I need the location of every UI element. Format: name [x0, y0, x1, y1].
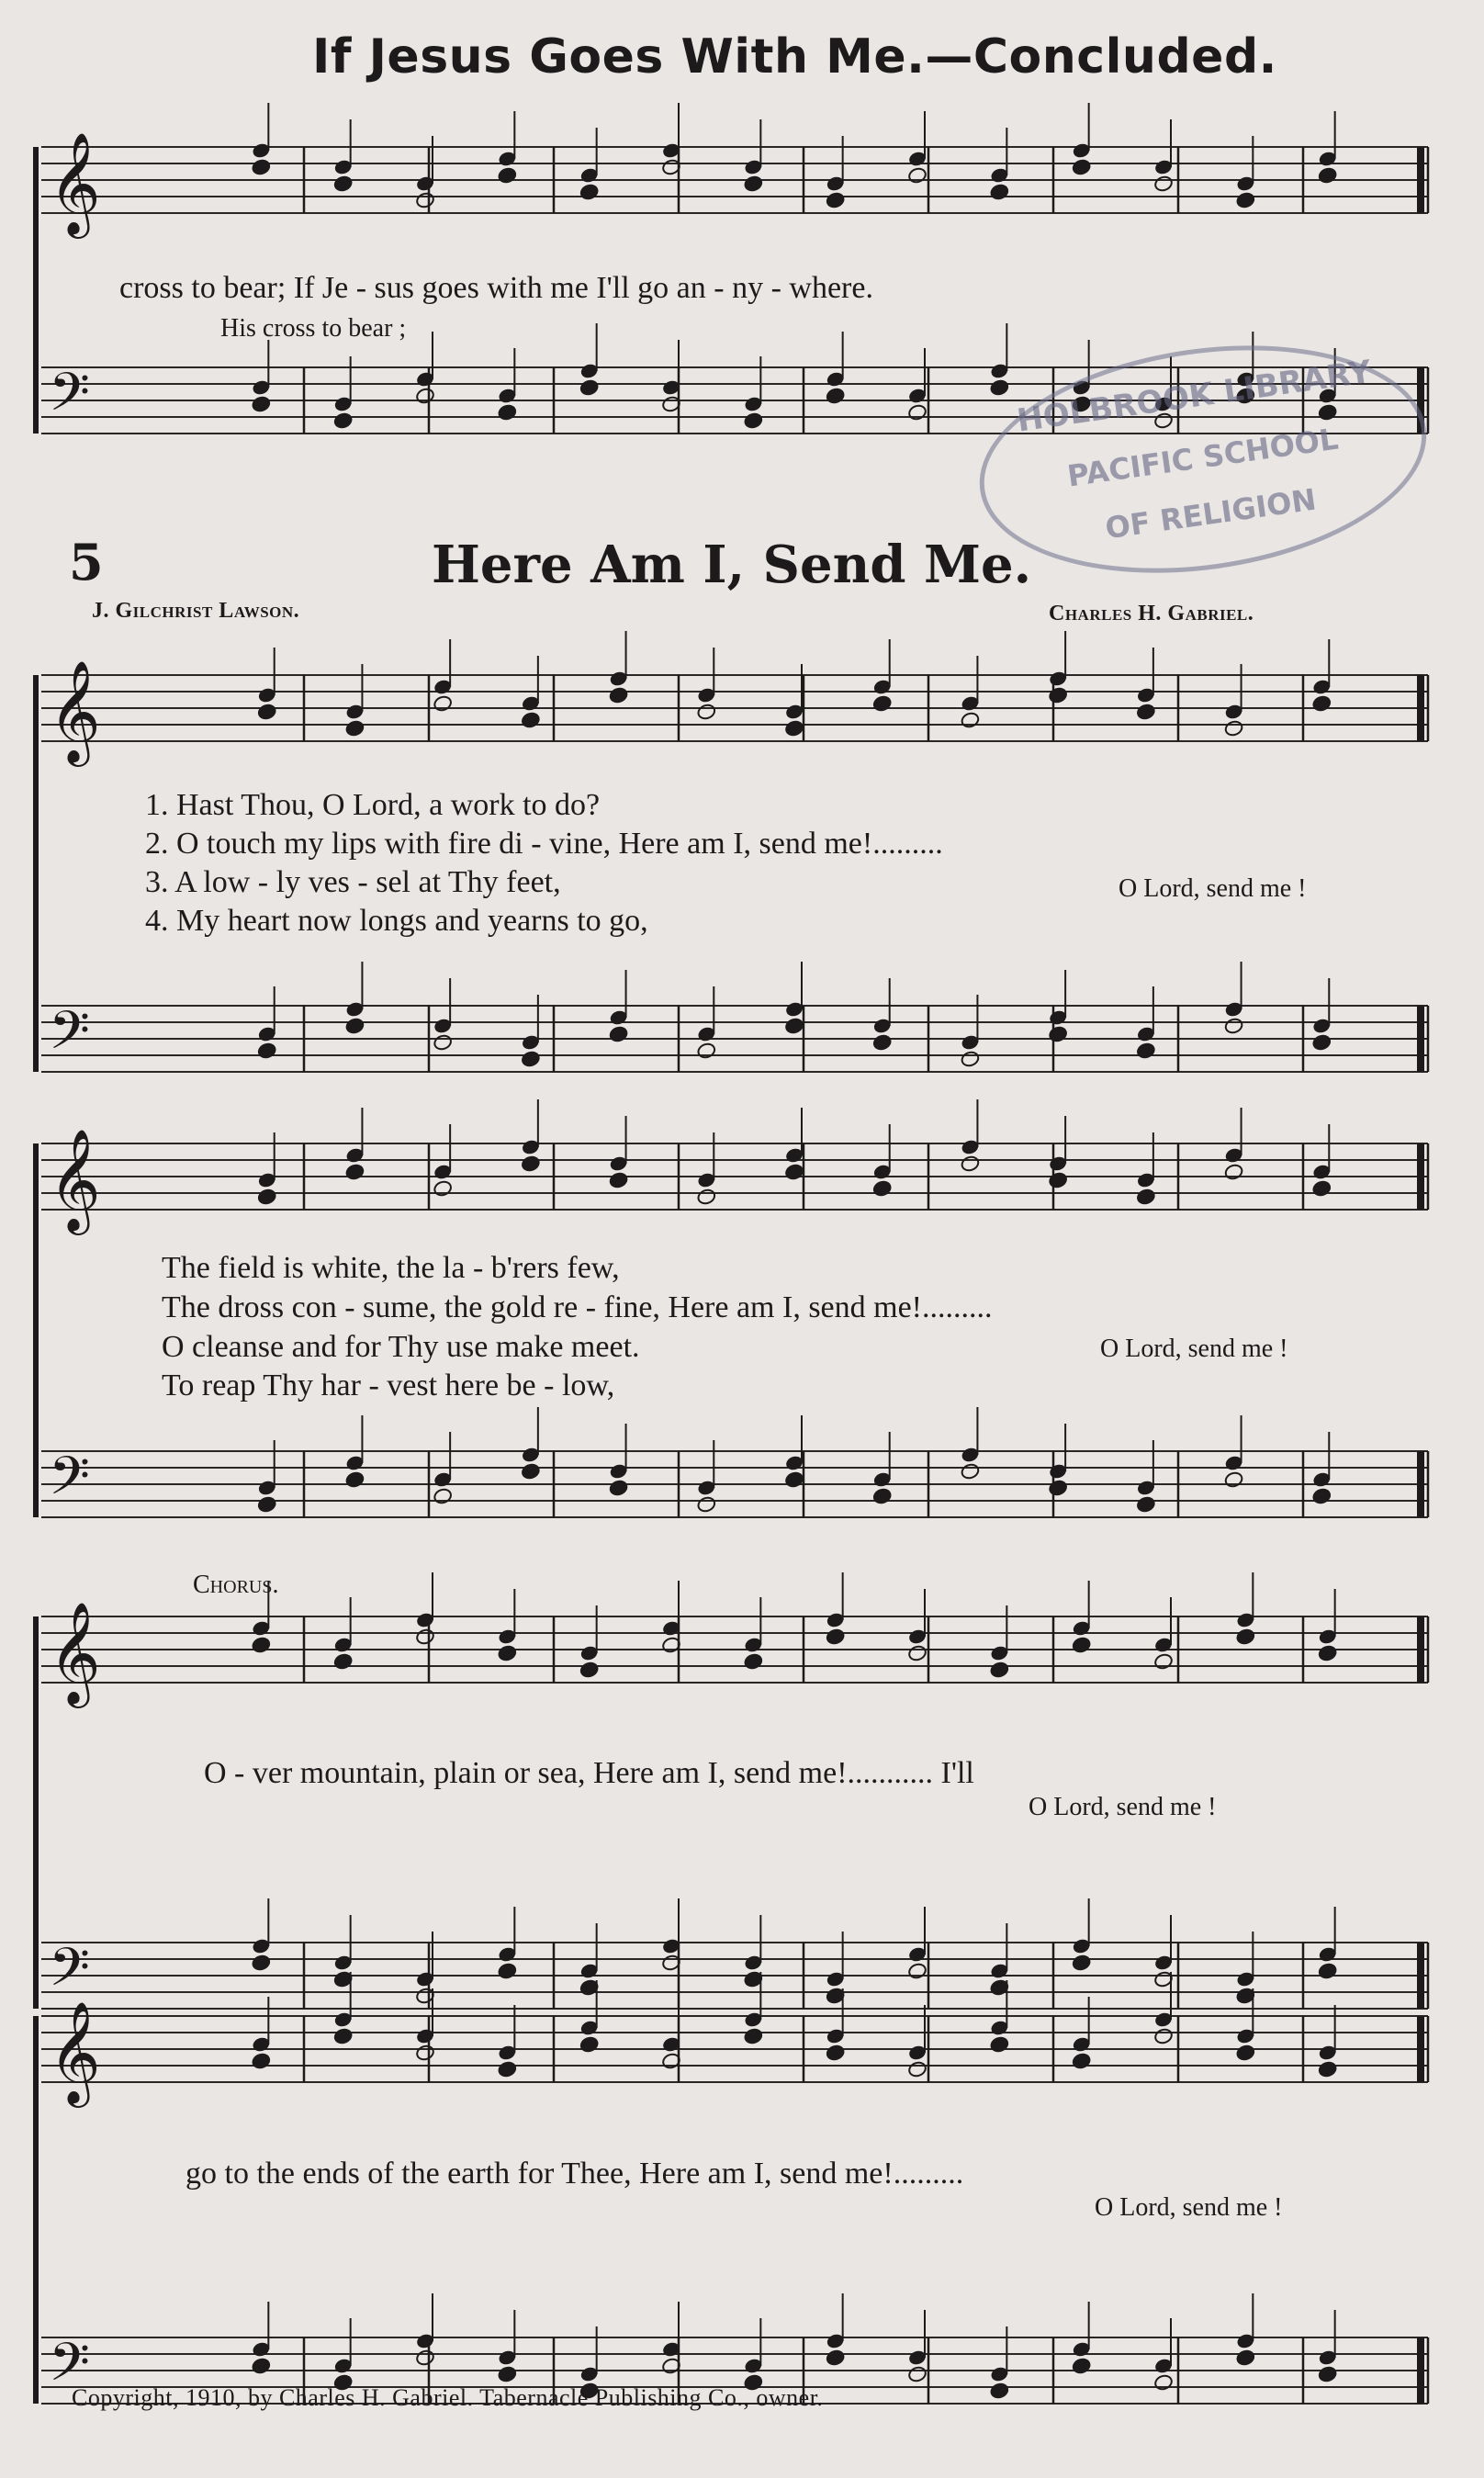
verse1-line3: 3. A low - ly ves - sel at Thy feet,	[145, 865, 561, 899]
system-2-treble-note	[521, 711, 541, 728]
system-5-bass-note	[1235, 2348, 1255, 2366]
system-3-treble-note	[872, 1179, 893, 1197]
system-4-treble-note	[1235, 1628, 1255, 1645]
system-2-bass-note	[961, 1050, 981, 1067]
system-4-treble-note	[1318, 1644, 1338, 1661]
system-3-bass-note	[1224, 1470, 1244, 1488]
system-5-bass-note	[251, 2357, 271, 2374]
system-5-bass-note	[826, 2348, 846, 2366]
system-3-treble-note	[257, 1188, 277, 1205]
system-4-treble-clef-icon: 𝄞	[49, 1601, 101, 1704]
system-4-treble-note	[1153, 1652, 1174, 1670]
system-5-bass-note	[989, 2382, 1009, 2399]
system-5-bass-note	[907, 2365, 928, 2382]
system-3-treble-note	[1048, 1171, 1068, 1188]
verse2-line3: O cleanse and for Thy use make meet.	[162, 1330, 640, 1364]
system-1-treble-note	[1153, 175, 1174, 192]
system-5-treble-note	[1318, 2060, 1338, 2078]
verse1-response: O Lord, send me !	[1119, 874, 1307, 903]
verse2-line4: To reap Thy har - vest here be - low,	[162, 1369, 615, 1402]
system-3-treble-clef-icon: 𝄞	[49, 1128, 101, 1231]
system-3-bass-note	[433, 1487, 453, 1504]
system-3-treble-note	[961, 1155, 981, 1172]
system-4-bass-note	[497, 1962, 517, 1979]
concluded-lyric: cross to bear; If Je - sus goes with me I'll go an - ny - where.	[119, 271, 873, 305]
system-5-treble-note	[743, 2027, 763, 2044]
system-2-treble-note	[1224, 719, 1244, 737]
system-2-bass-note	[696, 1042, 716, 1059]
music-credit: Charles H. Gabriel.	[1049, 602, 1254, 625]
system-2-treble-note	[257, 703, 277, 720]
system-3-bass-note	[784, 1470, 804, 1488]
system-2-treble-note	[609, 686, 629, 704]
system-1-treble-note	[989, 183, 1009, 200]
system-2-treble-note	[1048, 686, 1068, 704]
system-5-treble-note	[907, 2060, 928, 2078]
chorus-line1-response: O Lord, send me !	[1029, 1793, 1217, 1821]
system-2-bass-clef-icon: 𝄢	[49, 999, 91, 1075]
system-5-bass-note	[415, 2348, 435, 2366]
system-1-treble-note	[907, 166, 928, 184]
system-2-treble-note	[872, 694, 893, 712]
system-5-treble-note	[579, 2035, 600, 2053]
chorus-line2: go to the ends of the earth for Thee, Here am I, send me!.........	[186, 2157, 964, 2191]
system-4-treble-note	[497, 1644, 517, 1661]
system-5-treble-note	[251, 2052, 271, 2069]
system-1-treble-clef-icon: 𝄞	[49, 131, 101, 234]
system-5-bass-note	[1153, 2373, 1174, 2391]
system-1-treble-note	[743, 175, 763, 192]
system-4-treble-note	[989, 1661, 1009, 1678]
system-2-bass-note	[872, 1033, 893, 1051]
system-2-treble-note	[961, 711, 981, 728]
system-2-treble-clef-icon: 𝄞	[49, 659, 101, 762]
system-5-treble-note	[826, 2044, 846, 2061]
system-3-treble-note	[521, 1155, 541, 1172]
system-3-bass-note	[696, 1495, 716, 1513]
system-5-treble-note	[1153, 2027, 1174, 2044]
system-3-treble-note	[609, 1171, 629, 1188]
system-1-treble-note	[415, 191, 435, 208]
stamp-line2: PACIFIC SCHOOL	[1064, 421, 1341, 494]
copyright-notice: Copyright, 1910, by Charles H. Gabriel. Tabernacle Publishing Co., owner.	[72, 2384, 824, 2411]
system-2-treble-note	[1136, 703, 1156, 720]
system-4-treble-note	[907, 1644, 928, 1661]
system-2-bass-note	[609, 1025, 629, 1042]
system-3-treble-note	[345, 1163, 365, 1180]
system-1-bass-note	[333, 411, 354, 429]
system-4-treble-note	[743, 1652, 763, 1670]
stamp-line1: HOLBROOK LIBRARY	[1015, 353, 1374, 440]
system-1-bass-note	[826, 387, 846, 404]
system-3-bass-note	[1311, 1487, 1332, 1504]
system-5-treble-note	[1072, 2052, 1092, 2069]
verse1-line4: 4. My heart now longs and yearns to go,	[145, 904, 648, 938]
system-1-bass-note	[989, 378, 1009, 396]
system-2-bass-note	[1311, 1033, 1332, 1051]
verse1-line2: 2. O touch my lips with fire di - vine, Here am I, send me!.........	[145, 827, 943, 861]
system-4-bass-note	[251, 1954, 271, 1971]
system-3-bass-note	[345, 1470, 365, 1488]
hymn-title: Here Am I, Send Me.	[432, 535, 1032, 595]
system-1-bass-note	[907, 403, 928, 421]
system-3-treble-note	[433, 1179, 453, 1197]
system-4-treble-note	[333, 1652, 354, 1670]
continued-title: If Jesus Goes With Me.—Concluded.	[312, 29, 1277, 84]
system-1-treble-note	[1318, 166, 1338, 184]
system-3-bass-note	[1136, 1495, 1156, 1513]
stamp-line3: OF RELIGION	[1103, 481, 1319, 546]
system-1-bass-note	[743, 411, 763, 429]
system-2-treble-note	[433, 694, 453, 712]
system-3-bass-clef-icon: 𝄢	[49, 1445, 91, 1520]
system-5-treble-note	[1235, 2044, 1255, 2061]
system-3-treble-note	[1136, 1188, 1156, 1205]
system-5-treble-note	[497, 2060, 517, 2078]
system-1-treble-note	[1235, 191, 1255, 208]
system-2-treble-note	[696, 703, 716, 720]
system-1-bass-clef-icon: 𝄢	[49, 361, 91, 436]
system-2-bass-note	[1136, 1042, 1156, 1059]
system-5-treble-clef-icon: 𝄞	[49, 2000, 101, 2103]
system-2-bass-note	[784, 1017, 804, 1034]
system-3-treble-note	[784, 1163, 804, 1180]
system-1-bass-note	[415, 387, 435, 404]
system-5-bass-note	[1072, 2357, 1092, 2374]
system-2-bass-note	[345, 1017, 365, 1034]
system-5-treble-note	[415, 2044, 435, 2061]
words-credit: J. Gilchrist Lawson.	[92, 599, 300, 623]
system-3-bass-note	[872, 1487, 893, 1504]
verse2-response: O Lord, send me !	[1100, 1335, 1288, 1363]
system-2-treble-note	[784, 719, 804, 737]
system-2-bass-note	[521, 1050, 541, 1067]
system-3-bass-note	[1048, 1479, 1068, 1496]
system-1-treble-note	[579, 183, 600, 200]
system-5-treble-note	[989, 2035, 1009, 2053]
system-4-bass-note	[907, 1962, 928, 1979]
system-2-bass-note	[433, 1033, 453, 1051]
verse1-line1: 1. Hast Thou, O Lord, a work to do?	[145, 788, 601, 822]
system-5-bass-note	[497, 2365, 517, 2382]
system-3-bass-note	[521, 1462, 541, 1480]
system-1-bass-note	[251, 395, 271, 412]
system-1-bass-note	[579, 378, 600, 396]
system-5-bass-note	[1318, 2365, 1338, 2382]
system-4-treble-note	[251, 1636, 271, 1653]
system-4-bass-clef-icon: 𝄢	[49, 1936, 91, 2011]
system-3-treble-note	[696, 1188, 716, 1205]
system-5-bass-clef-icon: 𝄢	[49, 2331, 91, 2406]
chorus-line2-response: O Lord, send me !	[1095, 2193, 1283, 2222]
system-4-treble-note	[579, 1661, 600, 1678]
system-1-treble-note	[251, 158, 271, 175]
system-4-treble-note	[1072, 1636, 1092, 1653]
system-4-treble-note	[826, 1628, 846, 1645]
system-4-bass-note	[1318, 1962, 1338, 1979]
system-5-treble-note	[333, 2027, 354, 2044]
chorus-line1: O - ver mountain, plain or sea, Here am I, send me!........... I'll	[204, 1756, 974, 1790]
system-4-bass-note	[1072, 1954, 1092, 1971]
system-2-bass-note	[1048, 1025, 1068, 1042]
system-2-bass-note	[1224, 1017, 1244, 1034]
system-1-bass-note	[497, 403, 517, 421]
system-3-bass-note	[257, 1495, 277, 1513]
system-1-treble-note	[333, 175, 354, 192]
system-1-treble-note	[826, 191, 846, 208]
system-2-treble-note	[345, 719, 365, 737]
system-4-treble-note	[415, 1628, 435, 1645]
system-3-treble-note	[1224, 1163, 1244, 1180]
system-2-bass-note	[257, 1042, 277, 1059]
system-3-treble-note	[1311, 1179, 1332, 1197]
system-2-treble-note	[1311, 694, 1332, 712]
concluded-lyric-alt: His cross to bear ;	[220, 314, 407, 343]
hymn-number: 5	[69, 533, 104, 591]
system-1-treble-note	[497, 166, 517, 184]
verse2-line2: The dross con - sume, the gold re - fine, Here am I, send me!.........	[162, 1290, 993, 1324]
system-3-bass-note	[609, 1479, 629, 1496]
system-1-treble-note	[1072, 158, 1092, 175]
system-3-bass-note	[961, 1462, 981, 1480]
chorus-label: Chorus.	[193, 1571, 279, 1599]
verse2-line1: The field is white, the la - b'rers few,	[162, 1251, 620, 1285]
